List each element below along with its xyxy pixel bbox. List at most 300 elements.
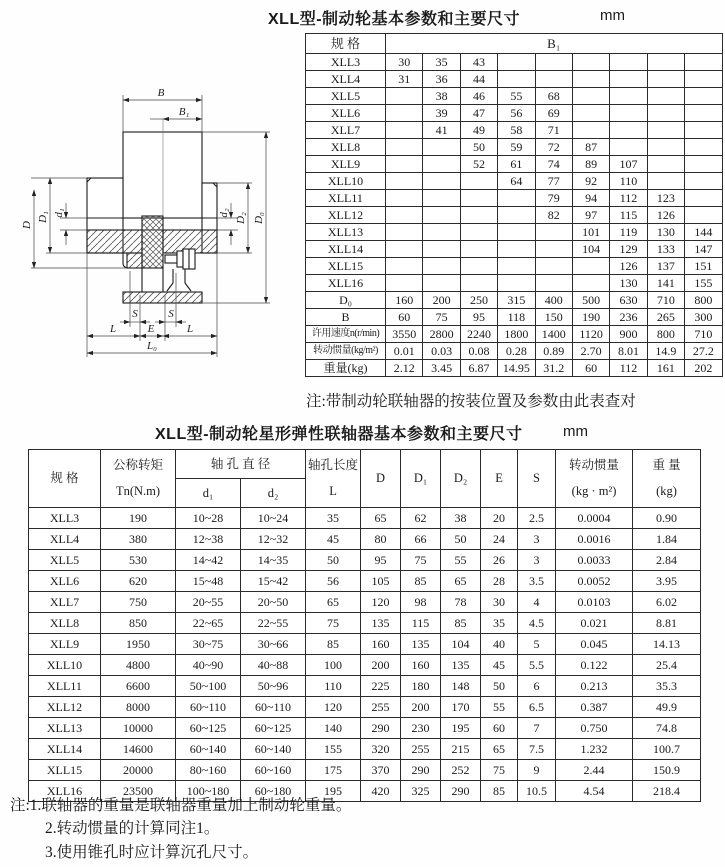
value-cell: 6.5 [518, 697, 556, 718]
value-cell: 10000 [101, 718, 176, 739]
b1-value-cell: 126 [610, 258, 647, 275]
value-cell: 325 [401, 781, 441, 802]
b1-value-cell [610, 88, 647, 105]
value-cell: 620 [101, 571, 176, 592]
b1-value-cell: 107 [610, 156, 647, 173]
table1-param-row [306, 343, 723, 360]
footnote-3: 3.使用锥孔时应计算沉孔尺寸。 [45, 843, 259, 861]
spec-cell: XLL11 [29, 676, 101, 697]
value-cell: 14~35 [241, 550, 306, 571]
coupling-outline [87, 119, 217, 303]
param-label-cell: B [306, 309, 386, 326]
spec-cell: XLL16 [29, 781, 101, 802]
b1-value-cell [423, 207, 460, 224]
table1-row [306, 241, 723, 258]
param-value-cell: 0.08 [460, 343, 497, 360]
value-cell: 2.5 [518, 508, 556, 529]
b1-value-cell [386, 207, 423, 224]
value-cell: 255 [361, 697, 401, 718]
value-cell: 120 [306, 697, 361, 718]
value-cell: 0.387 [556, 697, 633, 718]
b1-value-cell [685, 156, 722, 173]
b1-value-cell [423, 224, 460, 241]
b1-value-cell [685, 173, 722, 190]
table1-note: 注:带制动轮联轴器的按装位置及参数由此表查对 [306, 393, 636, 410]
value-cell: 290 [361, 718, 401, 739]
b1-value-cell: 130 [610, 275, 647, 292]
dim-label-l-right: L [186, 323, 194, 335]
value-cell: 4.5 [518, 613, 556, 634]
value-cell: 60~110 [176, 697, 241, 718]
coupling-cross-section-drawing [0, 75, 300, 395]
value-cell: 9 [518, 760, 556, 781]
value-cell: 104 [441, 634, 481, 655]
b1-value-cell [386, 139, 423, 156]
b1-value-cell: 112 [610, 190, 647, 207]
b1-value-cell: 39 [423, 105, 460, 122]
b1-value-cell [460, 258, 497, 275]
table2-body [29, 508, 701, 802]
param-value-cell: 3550 [386, 326, 423, 343]
value-cell: 15~42 [241, 571, 306, 592]
value-cell: 0.750 [556, 718, 633, 739]
value-cell: 60~140 [176, 739, 241, 760]
b1-value-cell [460, 224, 497, 241]
value-cell: 3.5 [518, 571, 556, 592]
spec-cell: XLL13 [29, 718, 101, 739]
b1-value-cell: 141 [647, 275, 684, 292]
page-title-coupling: XLL型-制动轮星形弹性联轴器基本参数和主要尺寸 [155, 426, 523, 443]
value-cell: 85 [306, 634, 361, 655]
dim-label-d1-cap: D₁ [37, 211, 49, 223]
table1-param-row [306, 360, 723, 377]
b1-value-cell: 56 [498, 105, 535, 122]
param-value-cell: 710 [647, 292, 684, 309]
value-cell: 45 [306, 529, 361, 550]
b1-value-cell [386, 122, 423, 139]
param-value-cell: 315 [498, 292, 535, 309]
param-value-cell: 118 [498, 309, 535, 326]
value-cell: 50~100 [176, 676, 241, 697]
param-value-cell: 112 [610, 360, 647, 377]
table1-row [306, 275, 723, 292]
b1-value-cell: 64 [498, 173, 535, 190]
value-cell: 2.84 [633, 550, 701, 571]
value-cell: 0.0103 [556, 592, 633, 613]
b1-value-cell [498, 258, 535, 275]
param-value-cell: 0.28 [498, 343, 535, 360]
b1-value-cell [572, 54, 609, 71]
b1-value-cell: 44 [460, 71, 497, 88]
b1-value-cell: 133 [647, 241, 684, 258]
spec-cell: XLL10 [306, 173, 386, 190]
value-cell: 218.4 [633, 781, 701, 802]
param-value-cell: 27.2 [685, 343, 722, 360]
b1-value-cell: 82 [535, 207, 572, 224]
value-cell: 4800 [101, 655, 176, 676]
b1-value-cell: 89 [572, 156, 609, 173]
table1-row [306, 122, 723, 139]
value-cell: 155 [306, 739, 361, 760]
table2-row [29, 571, 701, 592]
value-cell: 49.9 [633, 697, 701, 718]
value-cell: 255 [401, 739, 441, 760]
param-value-cell: 60 [572, 360, 609, 377]
torque-unit: Tn(N.m) [115, 484, 161, 499]
value-cell: 0.0016 [556, 529, 633, 550]
b1-value-cell [572, 275, 609, 292]
value-cell: 12~38 [176, 529, 241, 550]
value-cell: 0.045 [556, 634, 633, 655]
b1-value-cell [572, 71, 609, 88]
b1-value-cell [535, 258, 572, 275]
dim-label-b1: B₁ [178, 106, 190, 118]
value-cell: 0.90 [633, 508, 701, 529]
b1-value-cell: 58 [498, 122, 535, 139]
dim-label-d1: d₁ [53, 208, 65, 218]
b1-value-cell [386, 88, 423, 105]
value-cell: 0.122 [556, 655, 633, 676]
table2-header-D1: D₁ [401, 450, 441, 508]
b1-value-cell [460, 275, 497, 292]
table1-row [306, 224, 723, 241]
value-cell: 7.5 [518, 739, 556, 760]
value-cell: 23500 [101, 781, 176, 802]
b1-value-cell [386, 224, 423, 241]
b1-value-cell [647, 105, 684, 122]
b1-value-cell [685, 190, 722, 207]
value-cell: 10~28 [176, 508, 241, 529]
table2-row [29, 529, 701, 550]
spec-cell: XLL6 [29, 571, 101, 592]
bore-len-symbol: L [329, 484, 337, 499]
b1-value-cell [423, 139, 460, 156]
b1-value-cell: 101 [572, 224, 609, 241]
table2-header-D: D [361, 450, 401, 508]
param-value-cell: 236 [610, 309, 647, 326]
value-cell: 50~96 [241, 676, 306, 697]
b1-value-cell: 130 [647, 224, 684, 241]
b1-value-cell [572, 258, 609, 275]
value-cell: 7 [518, 718, 556, 739]
b1-value-cell [386, 173, 423, 190]
value-cell: 20000 [101, 760, 176, 781]
value-cell: 110 [306, 676, 361, 697]
b1-value-cell: 35 [423, 54, 460, 71]
b1-value-cell [423, 275, 460, 292]
value-cell: 60~110 [241, 697, 306, 718]
value-cell: 195 [306, 781, 361, 802]
value-cell: 175 [306, 760, 361, 781]
value-cell: 55 [441, 550, 481, 571]
dim-label-e: E [147, 323, 155, 335]
value-cell: 230 [401, 718, 441, 739]
value-cell: 2.44 [556, 760, 633, 781]
b1-value-cell [685, 54, 722, 71]
table1-row [306, 54, 723, 71]
footnotes [10, 794, 351, 864]
table2-header-E: E [481, 450, 518, 508]
param-value-cell: 2800 [423, 326, 460, 343]
b1-value-cell: 47 [460, 105, 497, 122]
spec-cell: XLL9 [306, 156, 386, 173]
value-cell: 66 [401, 529, 441, 550]
b1-value-cell: 38 [423, 88, 460, 105]
value-cell: 60~125 [241, 718, 306, 739]
table1-row [306, 207, 723, 224]
value-cell: 1.232 [556, 739, 633, 760]
spec-cell: XLL15 [29, 760, 101, 781]
value-cell: 20 [481, 508, 518, 529]
value-cell: 75 [481, 760, 518, 781]
param-label-cell: D₀ [306, 292, 386, 309]
value-cell: 3 [518, 550, 556, 571]
b1-value-cell [685, 207, 722, 224]
value-cell: 215 [441, 739, 481, 760]
value-cell: 65 [481, 739, 518, 760]
param-value-cell: 6.87 [460, 360, 497, 377]
b1-value-cell: 94 [572, 190, 609, 207]
b1-value-cell: 68 [535, 88, 572, 105]
value-cell: 1950 [101, 634, 176, 655]
table2-row [29, 718, 701, 739]
value-cell: 26 [481, 550, 518, 571]
table2-header-weight [633, 450, 701, 508]
param-value-cell: 0.03 [423, 343, 460, 360]
value-cell: 14~42 [176, 550, 241, 571]
b1-value-cell: 31 [386, 71, 423, 88]
value-cell: 6.02 [633, 592, 701, 613]
value-cell: 0.213 [556, 676, 633, 697]
table2-row [29, 655, 701, 676]
b1-value-cell [386, 105, 423, 122]
param-value-cell: 161 [647, 360, 684, 377]
b1-value-cell: 144 [685, 224, 722, 241]
weight-unit: (kg) [656, 484, 677, 499]
param-value-cell: 14.95 [498, 360, 535, 377]
value-cell: 45 [481, 655, 518, 676]
value-cell: 420 [361, 781, 401, 802]
value-cell: 160 [401, 655, 441, 676]
dim-label-s-right: S [168, 308, 174, 320]
value-cell: 75 [401, 550, 441, 571]
b1-value-cell [610, 71, 647, 88]
param-label-cell: 重量(kg) [306, 360, 386, 377]
table1-row [306, 139, 723, 156]
table1-row [306, 258, 723, 275]
b1-value-cell [460, 190, 497, 207]
b1-value-cell: 104 [572, 241, 609, 258]
b1-value-cell [610, 105, 647, 122]
spec-cell: XLL12 [306, 207, 386, 224]
param-value-cell: 265 [647, 309, 684, 326]
spec-cell: XLL14 [306, 241, 386, 258]
b1-value-cell: 137 [647, 258, 684, 275]
value-cell: 60~125 [176, 718, 241, 739]
value-cell: 100 [306, 655, 361, 676]
param-value-cell: 200 [423, 292, 460, 309]
b1-value-cell [610, 139, 647, 156]
spec-cell: XLL7 [306, 122, 386, 139]
spec-cell: XLL7 [29, 592, 101, 613]
b1-value-cell [386, 258, 423, 275]
b1-value-cell: 46 [460, 88, 497, 105]
param-value-cell: 2240 [460, 326, 497, 343]
param-value-cell: 1800 [498, 326, 535, 343]
b1-value-cell [498, 190, 535, 207]
b1-value-cell: 129 [610, 241, 647, 258]
value-cell: 38 [441, 508, 481, 529]
b1-value-cell [386, 156, 423, 173]
b1-value-cell: 36 [423, 71, 460, 88]
value-cell: 5 [518, 634, 556, 655]
value-cell: 22~55 [241, 613, 306, 634]
b1-value-cell: 126 [647, 207, 684, 224]
value-cell: 850 [101, 613, 176, 634]
b1-value-cell [647, 71, 684, 88]
value-cell: 370 [361, 760, 401, 781]
b1-value-cell [498, 241, 535, 258]
value-cell: 252 [441, 760, 481, 781]
param-value-cell: 250 [460, 292, 497, 309]
b1-value-cell [423, 156, 460, 173]
b1-value-cell [460, 173, 497, 190]
value-cell: 60~140 [241, 739, 306, 760]
spec-cell: XLL8 [306, 139, 386, 156]
b1-value-cell: 55 [498, 88, 535, 105]
value-cell: 65 [441, 571, 481, 592]
param-value-cell: 900 [610, 326, 647, 343]
value-cell: 115 [401, 613, 441, 634]
value-cell: 4.54 [556, 781, 633, 802]
value-cell: 56 [306, 571, 361, 592]
value-cell: 6600 [101, 676, 176, 697]
weight-label: 重 量 [652, 458, 681, 473]
spec-cell: XLL8 [29, 613, 101, 634]
value-cell: 80 [361, 529, 401, 550]
table2-row [29, 634, 701, 655]
param-value-cell: 710 [685, 326, 722, 343]
param-value-cell: 800 [685, 292, 722, 309]
b1-value-cell [498, 224, 535, 241]
b1-value-cell [423, 173, 460, 190]
value-cell: 35 [306, 508, 361, 529]
table1-header-row [306, 34, 723, 54]
b1-value-cell: 155 [685, 275, 722, 292]
b1-value-cell [685, 105, 722, 122]
table2-header-d2: d₂ [241, 479, 306, 508]
value-cell: 22~65 [176, 613, 241, 634]
value-cell: 85 [481, 781, 518, 802]
table2-row [29, 508, 701, 529]
spec-cell: XLL14 [29, 739, 101, 760]
b1-value-cell: 41 [423, 122, 460, 139]
dim-label-d0-cap: D₀ [253, 212, 265, 224]
dim-label-d2-cap: D₂ [235, 212, 247, 224]
b1-value-cell: 69 [535, 105, 572, 122]
param-value-cell: 400 [535, 292, 572, 309]
spec-cell: XLL5 [29, 550, 101, 571]
value-cell: 14600 [101, 739, 176, 760]
b1-value-cell [685, 71, 722, 88]
param-label-cell: 转动惯量(kg/m²) [306, 343, 386, 360]
value-cell: 200 [361, 655, 401, 676]
b1-value-cell [647, 139, 684, 156]
value-cell: 6 [518, 676, 556, 697]
param-value-cell: 800 [647, 326, 684, 343]
value-cell: 1.84 [633, 529, 701, 550]
table1-param-row [306, 309, 723, 326]
b1-value-cell [498, 71, 535, 88]
table1-header-b1: B₁ [386, 34, 723, 54]
value-cell: 30~75 [176, 634, 241, 655]
value-cell: 62 [401, 508, 441, 529]
table1-row [306, 173, 723, 190]
param-value-cell: 75 [423, 309, 460, 326]
spec-cell: XLL15 [306, 258, 386, 275]
b1-value-cell: 119 [610, 224, 647, 241]
value-cell: 150.9 [633, 760, 701, 781]
value-cell: 80~160 [176, 760, 241, 781]
b1-value-cell [498, 207, 535, 224]
table2-row [29, 676, 701, 697]
table2-header-inertia [556, 450, 633, 508]
table1-row [306, 105, 723, 122]
value-cell: 50 [306, 550, 361, 571]
inertia-unit: (kg · m²) [571, 484, 617, 499]
value-cell: 3.95 [633, 571, 701, 592]
value-cell: 0.0004 [556, 508, 633, 529]
spec-cell: XLL4 [29, 529, 101, 550]
param-value-cell: 60 [386, 309, 423, 326]
b1-value-cell [647, 54, 684, 71]
b1-value-cell: 61 [498, 156, 535, 173]
value-cell: 60~160 [241, 760, 306, 781]
table2-header-bore-dia: 轴 孔 直 径 [176, 450, 306, 479]
spec-cell: XLL9 [29, 634, 101, 655]
spec-cell: XLL6 [306, 105, 386, 122]
b1-value-cell [386, 190, 423, 207]
value-cell: 75 [306, 613, 361, 634]
table1-header-spec: 规 格 [306, 34, 386, 54]
value-cell: 55 [481, 697, 518, 718]
table2-header [29, 450, 701, 508]
value-cell: 135 [361, 613, 401, 634]
value-cell: 40~88 [241, 655, 306, 676]
value-cell: 14.13 [633, 634, 701, 655]
value-cell: 100~180 [176, 781, 241, 802]
spec-cell: XLL12 [29, 697, 101, 718]
b1-value-cell [685, 139, 722, 156]
value-cell: 105 [361, 571, 401, 592]
param-value-cell: 160 [386, 292, 423, 309]
b1-value-cell: 77 [535, 173, 572, 190]
table1-row [306, 190, 723, 207]
value-cell: 225 [361, 676, 401, 697]
param-value-cell: 2.12 [386, 360, 423, 377]
footnote-1: 注:1.联轴器的重量是联轴器重量加上制动轮重量。 [10, 797, 352, 814]
b1-value-cell: 49 [460, 122, 497, 139]
b1-value-cell: 72 [535, 139, 572, 156]
dim-label-b: B [157, 87, 165, 99]
value-cell: 0.0033 [556, 550, 633, 571]
value-cell: 120 [361, 592, 401, 613]
b1-value-cell [535, 275, 572, 292]
b1-value-cell [535, 241, 572, 258]
value-cell: 135 [401, 634, 441, 655]
dim-label-d-cap: D [21, 221, 33, 229]
b1-value-cell: 151 [685, 258, 722, 275]
